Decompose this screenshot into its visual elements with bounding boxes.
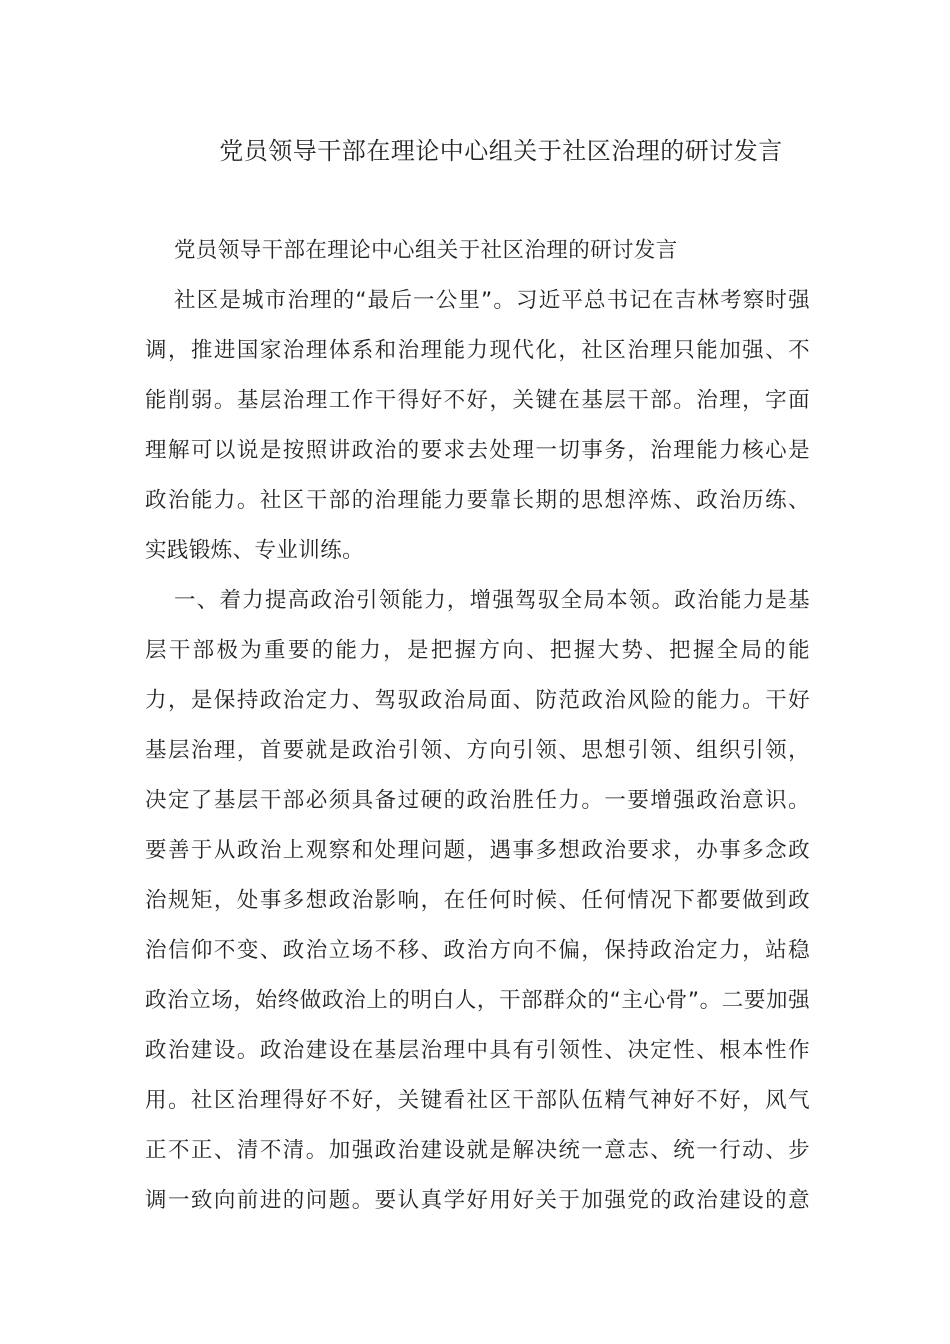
paragraph-line: 政治能力。社区干部的治理能力要靠长期的思想淬炼、政治历练、 bbox=[145, 488, 810, 513]
paragraph-line: 政治建设。政治建设在基层治理中具有引领性、决定性、根本性作 bbox=[145, 1038, 810, 1063]
paragraph-line: 用。社区治理得好不好，关键看社区干部队伍精气神好不好，风气 bbox=[145, 1088, 810, 1113]
document-body bbox=[145, 226, 810, 1226]
paragraph-line: 治规矩，处事多想政治影响，在任何时候、任何情况下都要做到政 bbox=[145, 888, 810, 913]
paragraph-line: 社区是城市治理的“最后一公里”。习近平总书记在吉林考察时强 bbox=[174, 288, 810, 313]
paragraph-line: 正不正、清不清。加强政治建设就是解决统一意志、统一行动、步 bbox=[145, 1138, 810, 1163]
paragraph-line: 决定了基层干部必须具备过硬的政治胜任力。一要增强政治意识。 bbox=[145, 788, 810, 813]
paragraph-line: 基层治理，首要就是政治引领、方向引领、思想引领、组织引领， bbox=[145, 738, 810, 763]
paragraph-line: 理解可以说是按照讲政治的要求去处理一切事务，治理能力核心是 bbox=[145, 438, 810, 463]
paragraph-line: 要善于从政治上观察和处理问题，遇事多想政治要求，办事多念政 bbox=[145, 838, 810, 863]
paragraph-line: 一、着力提高政治引领能力，增强驾驭全局本领。政治能力是基 bbox=[174, 588, 810, 613]
subtitle-line: 党员领导干部在理论中心组关于社区治理的研讨发言 bbox=[174, 238, 678, 263]
paragraph-line: 政治立场，始终做政治上的明白人，干部群众的“主心骨”。二要加强 bbox=[145, 988, 810, 1013]
paragraph-line: 实践锻炼、专业训练。 bbox=[145, 538, 365, 563]
paragraph-line: 层干部极为重要的能力，是把握方向、把握大势、把握全局的能 bbox=[145, 638, 810, 663]
document-title: 党员领导干部在理论中心组关于社区治理的研讨发言 bbox=[219, 137, 783, 165]
paragraph-line: 治信仰不变、政治立场不移、政治方向不偏，保持政治定力，站稳 bbox=[145, 938, 810, 963]
paragraph-line: 调一致向前进的问题。要认真学好用好关于加强党的政治建设的意 bbox=[145, 1188, 810, 1213]
paragraph-line: 能削弱。基层治理工作干得好不好，关键在基层干部。治理，字面 bbox=[145, 388, 810, 413]
paragraph-line: 调，推进国家治理体系和治理能力现代化，社区治理只能加强、不 bbox=[145, 338, 810, 363]
paragraph-line: 力，是保持政治定力、驾驭政治局面、防范政治风险的能力。干好 bbox=[145, 688, 810, 713]
